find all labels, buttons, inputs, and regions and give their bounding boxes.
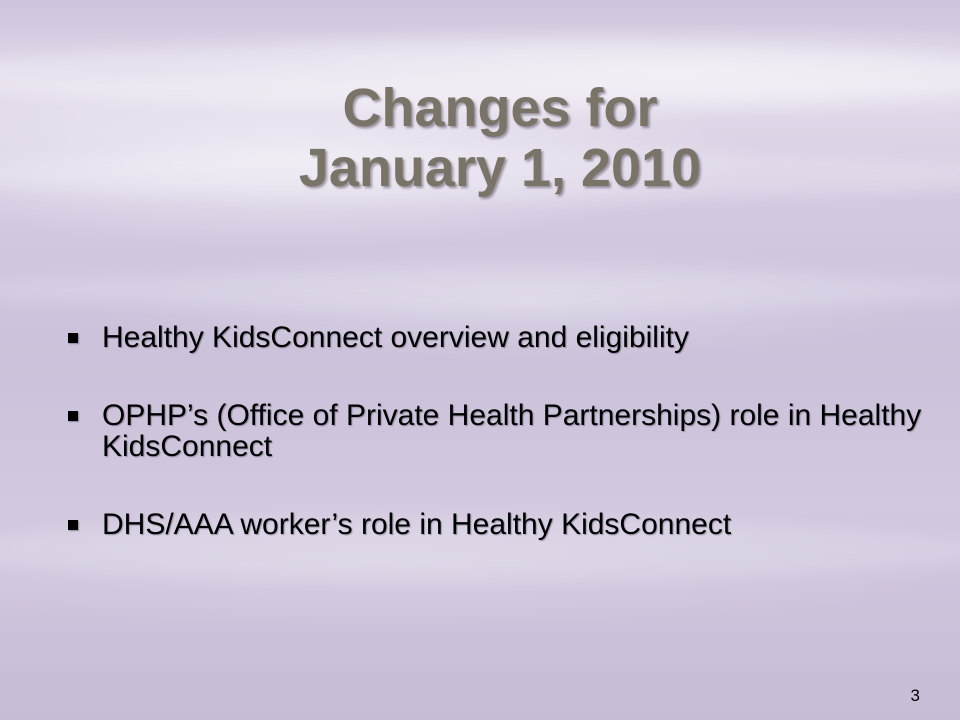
square-bullet-icon [68, 333, 78, 343]
square-bullet-icon [68, 411, 78, 421]
bullet-text: OPHP’s (Office of Private Health Partnerships) role in Healthy KidsConnect [102, 399, 922, 463]
background-streak [0, 270, 960, 310]
slide-title-line-1: Changes for [342, 78, 658, 138]
list-item [66, 322, 926, 353]
bullet-text: DHS/AAA worker’s role in Healthy KidsConnect [102, 508, 732, 541]
bullet-text: Healthy KidsConnect overview and eligibility [102, 321, 689, 354]
slide-title-line-2: January 1, 2010 [298, 138, 702, 198]
bullet-list [66, 322, 926, 540]
page-number: 3 [910, 686, 920, 705]
list-item [66, 400, 926, 462]
square-bullet-icon [68, 520, 78, 530]
slide-title [0, 78, 960, 198]
list-item [66, 509, 926, 540]
